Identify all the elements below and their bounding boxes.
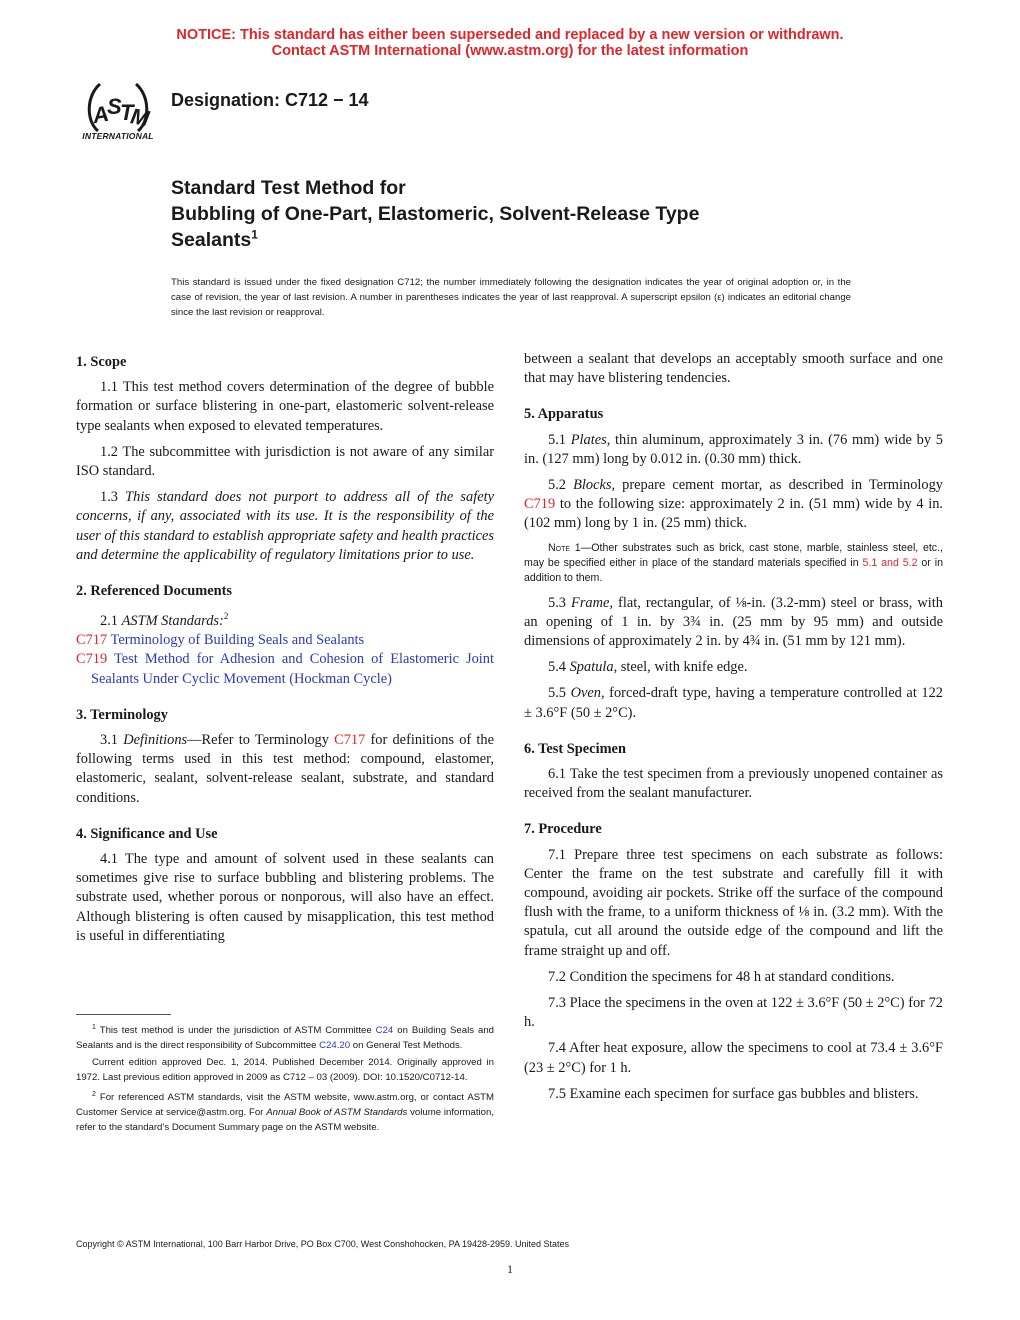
svg-text:S: S (107, 94, 122, 119)
svg-text:A: A (90, 100, 111, 129)
paragraph: 5.3 Frame, flat, rectangular, of ⅛-in. (3.2-mm) steel or brass, with an opening of 1 in. by 3¾ in. (25 mm by 95 mm) and outside dimensions of approximately 2 in. by 4¾ in. (51 mm by 121 mm). (524, 594, 943, 650)
committee-link[interactable]: C24 (375, 1025, 394, 1037)
footnote-2: $^2$ For referenced ASTM standards, visit the ASTM website, www.astm.org, or contact ASTM Customer Service at service@astm.org. For Annual Book of ASTM Standards volume information, refer to the standard’s Document Summary page on the ASTM website. (76, 1091, 494, 1134)
reference-link-c717[interactable]: C717 (76, 632, 108, 649)
section-heading: 1. Scope (76, 354, 127, 370)
section-significance (76, 822, 494, 946)
paragraph: 5.2 Blocks, prepare cement mortar, as described in Terminology C719 to the following size: approximately 2 in. (51 mm) wide by 4 in. (102 mm) long by 1 in. (25 mm) thick. (524, 477, 943, 532)
section-apparatus (524, 402, 943, 722)
left-column (76, 350, 494, 960)
notice-line-1: NOTICE: This standard has either been superseded and replaced by a new version or withdrawn. (176, 27, 844, 43)
section-terminology (76, 703, 494, 808)
section-heading: 6. Test Specimen (524, 740, 626, 757)
copyright-line: Copyright © ASTM International, 100 Barr Harbor Drive, PO Box C700, West Conshohocken, PA 19428-2959. United States (76, 1239, 570, 1249)
paragraph: 7.5 Examine each specimen for surface gas bubbles and blisters. (548, 1085, 919, 1102)
reference-entry (76, 631, 494, 650)
paragraph-continued: between a sealant that develops an acceptably smooth surface and one that may have blistering tendencies. (524, 351, 943, 387)
paragraph: 7.1 Prepare three test specimens on each substrate as follows: Center the frame on the test substrate and carefully fill it with compound, avoiding air pockets. Strike off the surface of the compound flush with the frame, to a uniform thickness of ⅛ in. (3.2 mm). With the spatula, cut all around the outside edge of the compound and lift the frame straight up and off. (524, 846, 943, 959)
paragraph: 7.4 After heat exposure, allow the specimens to cool at 73.4 ± 3.6°F (23 ± 2°C) for 1 h. (524, 1040, 943, 1076)
footnote-divider (76, 1014, 171, 1015)
note-1: Note 1—Other substrates such as brick, cast stone, marble, stainless steel, etc., may be specified either in place of the standard materials specified in 5.1 and 5.2 or in addition to them. (524, 541, 943, 584)
footnotes (76, 1014, 494, 1137)
paragraph: 7.3 Place the specimens in the oven at 122 ± 3.6°F (50 ± 2°C) for 72 h. (524, 995, 943, 1031)
reference-title[interactable]: Terminology of Building Seals and Sealants (110, 632, 365, 649)
right-column (524, 350, 943, 1118)
section-heading: 3. Terminology (76, 706, 168, 723)
section-scope (76, 350, 494, 565)
section-referenced-documents (76, 579, 494, 689)
reference-title[interactable]: Test Method for Adhesion and Cohesion of Elastomeric Joint Sealants Under Cyclic Movement (Hockman Cycle) (91, 651, 495, 687)
designation: Designation: C712 − 14 (171, 90, 369, 110)
reference-entry (76, 650, 494, 688)
section-test-specimen (524, 737, 943, 804)
paragraph: 5.4 Spatula, steel, with knife edge. (548, 659, 748, 676)
paragraph: 1.1 This test method covers determination of the degree of bubble formation or surface blistering in one-part, elastomeric solvent-release type sealants when exposed to elevated temperatures. (76, 379, 494, 434)
subcommittee-link[interactable]: C24.20 (319, 1040, 351, 1052)
title-footnote-mark: 1 (251, 227, 258, 242)
paragraph: 7.2 Condition the specimens for 48 h at standard conditions. (548, 968, 895, 985)
section-heading: 7. Procedure (524, 821, 602, 838)
page-number: 1 (507, 1262, 513, 1276)
notice-line-2: Contact ASTM International (www.astm.org) for the latest information (271, 43, 749, 59)
supersede-notice (0, 27, 1020, 59)
title-line-1: Standard Test Method for (171, 177, 406, 199)
footnote-1-edition: Current edition approved Dec. 1, 2014. Published December 2014. Originally approved in 1972. Last previous edition approved in 2009 as C712 – 03 (2009). DOI: 10.1520/C0712-14. (76, 1057, 494, 1084)
section-procedure (524, 817, 943, 1104)
section-heading: 2. Referenced Documents (76, 583, 232, 600)
svg-text:T: T (120, 100, 134, 125)
svg-text:M: M (128, 103, 152, 132)
paragraph: 5.5 Oven, forced-draft type, having a temperature controlled at 122 ± 3.6°F (50 ± 2°C). (524, 685, 943, 721)
issuance-statement: This standard is issued under the fixed designation C712; the number immediately following the designation indicates the year of original adoption or, in the case of revision, the year of last revision. A number in parentheses indicates the year of last reapproval. A superscript epsilon (ε) indicates an editorial change since the last revision or reapproval. (171, 277, 851, 318)
paragraph: 1.2 The subcommittee with jurisdiction is not aware of any similar ISO standard. (76, 443, 494, 480)
paragraph: 5.1 Plates, thin aluminum, approximately 3 in. (76 mm) wide by 5 in. (127 mm) long by 0.012 in. (0.30 mm) thick. (524, 431, 943, 467)
section-heading: 5. Apparatus (524, 406, 604, 423)
title-line-2: Bubbling of One-Part, Elastomeric, Solvent-Release Type (171, 203, 700, 225)
paragraph: 3.1 Definitions—Refer to Terminology C717 for definitions of the following terms used in this test method: compound, elastomer, elastomeric, sealant, solvent-release sealant, substrate, and standard conditions. (76, 732, 494, 806)
paragraph: 4.1 The type and amount of solvent used in these sealants can sometimes give rise to surface bubbling and blistering problems. The substrate used, whether porous or nonporous, will also have an effect. Although blistering is often caused by misapplication, this test method is useful in differentiating (76, 851, 494, 944)
paragraph: 1.3 This standard does not purport to address all of the safety concerns, if any, associated with its use. It is the responsibility of the user of this standard to establish appropriate safety and health practices and determine the applicability of regulatory limitations prior to use. (76, 489, 494, 563)
reference-link-c719[interactable]: C719 (76, 651, 108, 668)
logo-wordmark: INTERNATIONAL (82, 131, 154, 141)
paragraph: 2.1 ASTM Standards:$^2$ (100, 611, 229, 630)
paragraph: 6.1 Take the test specimen from a previously unopened container as received from the sealant manufacturer. (524, 766, 943, 802)
reference-link-c719[interactable]: C719 (524, 496, 556, 513)
section-heading: 4. Significance and Use (76, 825, 218, 842)
reference-link-c717[interactable]: C717 (334, 732, 366, 749)
document-title (171, 175, 931, 253)
title-line-3: Sealants (171, 229, 252, 251)
section-link[interactable]: 5.1 and 5.2 (862, 556, 918, 569)
footnote-1: $^1$ This test method is under the jurisdiction of ASTM Committee C24 on Building Seals and Sealants and is the direct responsibility of Subcommittee C24.20 on General Test Methods. (76, 1024, 494, 1052)
